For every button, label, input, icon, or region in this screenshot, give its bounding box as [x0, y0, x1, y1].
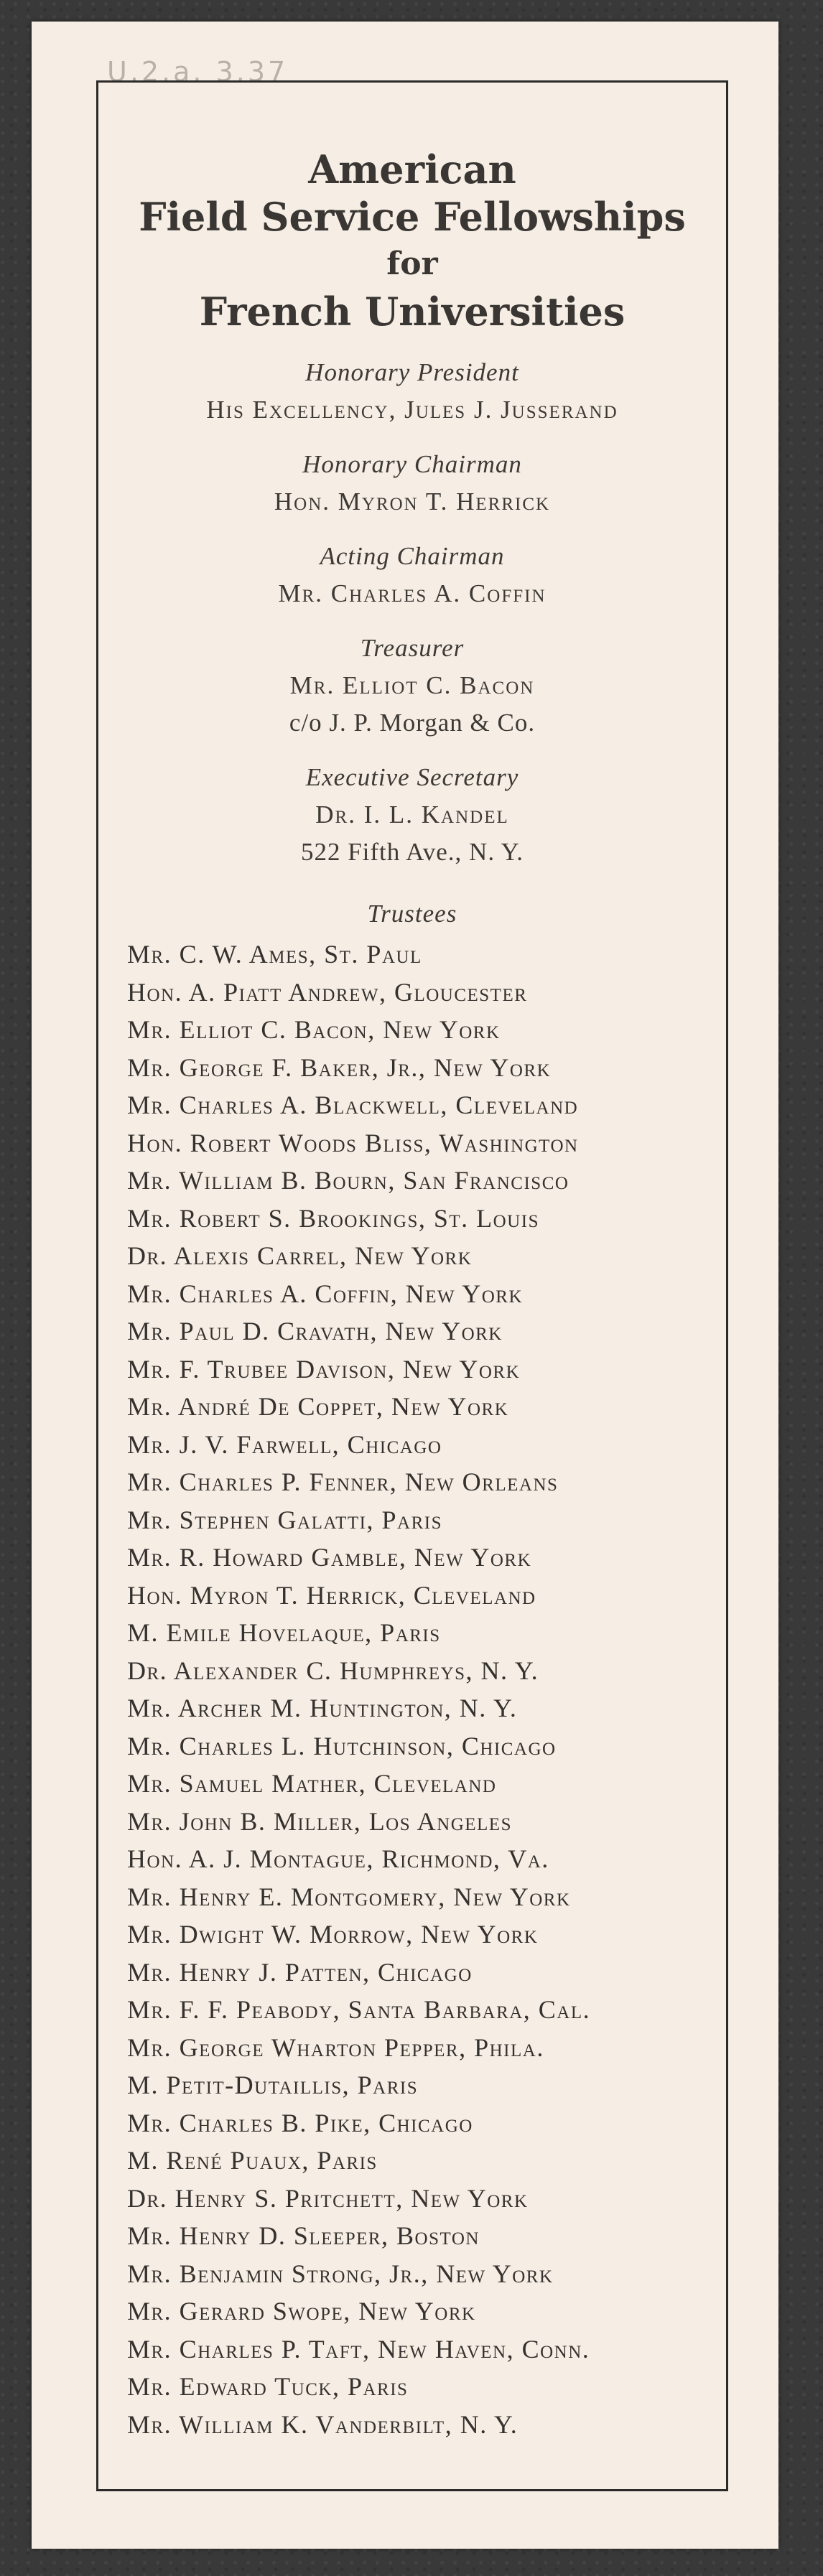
- trustee-entry: Mr. C. W. Ames, St. Paul: [127, 940, 422, 969]
- trustee-entry: Mr. Robert S. Brookings, St. Louis: [127, 1203, 539, 1233]
- title-line-4: French Universities: [199, 289, 626, 335]
- office-address: c/o J. P. Morgan & Co.: [289, 709, 536, 737]
- trustee-entry: Mr. Charles B. Pike, Chicago: [127, 2108, 473, 2137]
- trustee-entry: M. Petit-Dutaillis, Paris: [127, 2071, 419, 2099]
- document-card: [32, 22, 778, 2549]
- office-role: Acting Chairman: [320, 542, 505, 570]
- document-border: [96, 80, 728, 2491]
- trustee-entry: Hon. A. Piatt Andrew, Gloucester: [127, 977, 528, 1007]
- office-role: Honorary President: [305, 358, 519, 386]
- trustee-entry: Dr. Alexis Carrel, New York: [127, 1241, 473, 1270]
- office-holder: Dr. I. L. Kandel: [315, 801, 509, 829]
- trustee-entry: Mr. Charles A. Blackwell, Cleveland: [127, 1091, 579, 1119]
- office-role: Treasurer: [360, 634, 465, 662]
- trustee-entry: Mr. Charles P. Taft, New Haven, Conn.: [127, 2334, 590, 2363]
- trustee-entry: Mr. Samuel Mather, Cleveland: [127, 1769, 497, 1798]
- trustee-entry: Mr. Archer M. Huntington, N. Y.: [127, 1694, 518, 1722]
- trustee-list: [127, 935, 726, 2443]
- title-line-2: Field Service Fellowships: [139, 194, 686, 240]
- trustee-entry: Mr. Dwight W. Morrow, New York: [127, 1920, 539, 1949]
- trustee-entry: Mr. Stephen Galatti, Paris: [127, 1505, 442, 1534]
- trustee-entry: M. Emile Hovelaque, Paris: [127, 1618, 441, 1647]
- document-title: [98, 146, 726, 335]
- trustee-entry: Mr. Elliot C. Bacon, New York: [127, 1015, 501, 1044]
- trustee-entry: Mr. J. V. Farwell, Chicago: [127, 1429, 442, 1459]
- trustee-entry: Mr. Gerard Swope, New York: [127, 2297, 476, 2325]
- trustee-entry: Mr. Benjamin Strong, Jr., New York: [127, 2259, 554, 2288]
- trustee-entry: Mr. Henry E. Montgomery, New York: [127, 1882, 571, 1911]
- trustee-entry: Mr. Henry J. Patten, Chicago: [127, 1957, 473, 1987]
- trustee-entry: Mr. William B. Bourn, San Francisco: [127, 1166, 569, 1195]
- trustee-entry: Mr. André De Coppet, New York: [127, 1392, 509, 1421]
- trustee-entry: Mr. Edward Tuck, Paris: [127, 2372, 409, 2401]
- trustee-entry: Mr. F. F. Peabody, Santa Barbara, Cal.: [127, 1995, 591, 2024]
- office-holder: Mr. Elliot C. Bacon: [289, 671, 535, 699]
- trustee-entry: Hon. Robert Woods Bliss, Washington: [127, 1128, 579, 1157]
- office-role: Honorary Chairman: [302, 450, 522, 478]
- trustee-entry: Mr. Charles P. Fenner, New Orleans: [127, 1467, 559, 1496]
- trustee-entry: Dr. Henry S. Pritchett, New York: [127, 2183, 529, 2213]
- trustee-entry: Mr. F. Trubee Davison, New York: [127, 1354, 521, 1383]
- trustee-entry: Mr. R. Howard Gamble, New York: [127, 1543, 532, 1572]
- trustee-entry: M. René Puaux, Paris: [127, 2146, 378, 2175]
- trustee-entry: Mr. George Wharton Pepper, Phila.: [127, 2033, 544, 2062]
- trustee-entry: Mr. William K. Vanderbilt, N. Y.: [127, 2409, 519, 2439]
- title-line-1: American: [308, 146, 516, 192]
- trustee-entry: Mr. Henry D. Sleeper, Boston: [127, 2221, 480, 2250]
- trustee-entry: Mr. Charles L. Hutchinson, Chicago: [127, 1731, 557, 1760]
- trustee-entry: Dr. Alexander C. Humphreys, N. Y.: [127, 1656, 539, 1685]
- office-holder: Mr. Charles A. Coffin: [278, 579, 547, 607]
- office-holder: Hon. Myron T. Herrick: [274, 487, 551, 515]
- archive-annotation: U.2.a. 3.37: [107, 56, 289, 88]
- trustees-heading: Trustees: [367, 900, 457, 928]
- trustee-entry: Hon. Myron T. Herrick, Cleveland: [127, 1580, 536, 1610]
- trustee-entry: Mr. George F. Baker, Jr., New York: [127, 1053, 552, 1082]
- trustee-entry: Mr. John B. Miller, Los Angeles: [127, 1806, 512, 1836]
- office-holder: His Excellency, Jules J. Jusserand: [206, 396, 618, 424]
- trustee-entry: Mr. Charles A. Coffin, New York: [127, 1279, 524, 1308]
- title-line-3: for: [386, 246, 438, 282]
- officers-section: [98, 354, 726, 871]
- trustee-entry: Mr. Paul D. Cravath, New York: [127, 1317, 503, 1345]
- office-address: 522 Fifth Ave., N. Y.: [300, 838, 524, 866]
- trustee-entry: Hon. A. J. Montague, Richmond, Va.: [127, 1844, 549, 1873]
- office-role: Executive Secretary: [305, 763, 519, 791]
